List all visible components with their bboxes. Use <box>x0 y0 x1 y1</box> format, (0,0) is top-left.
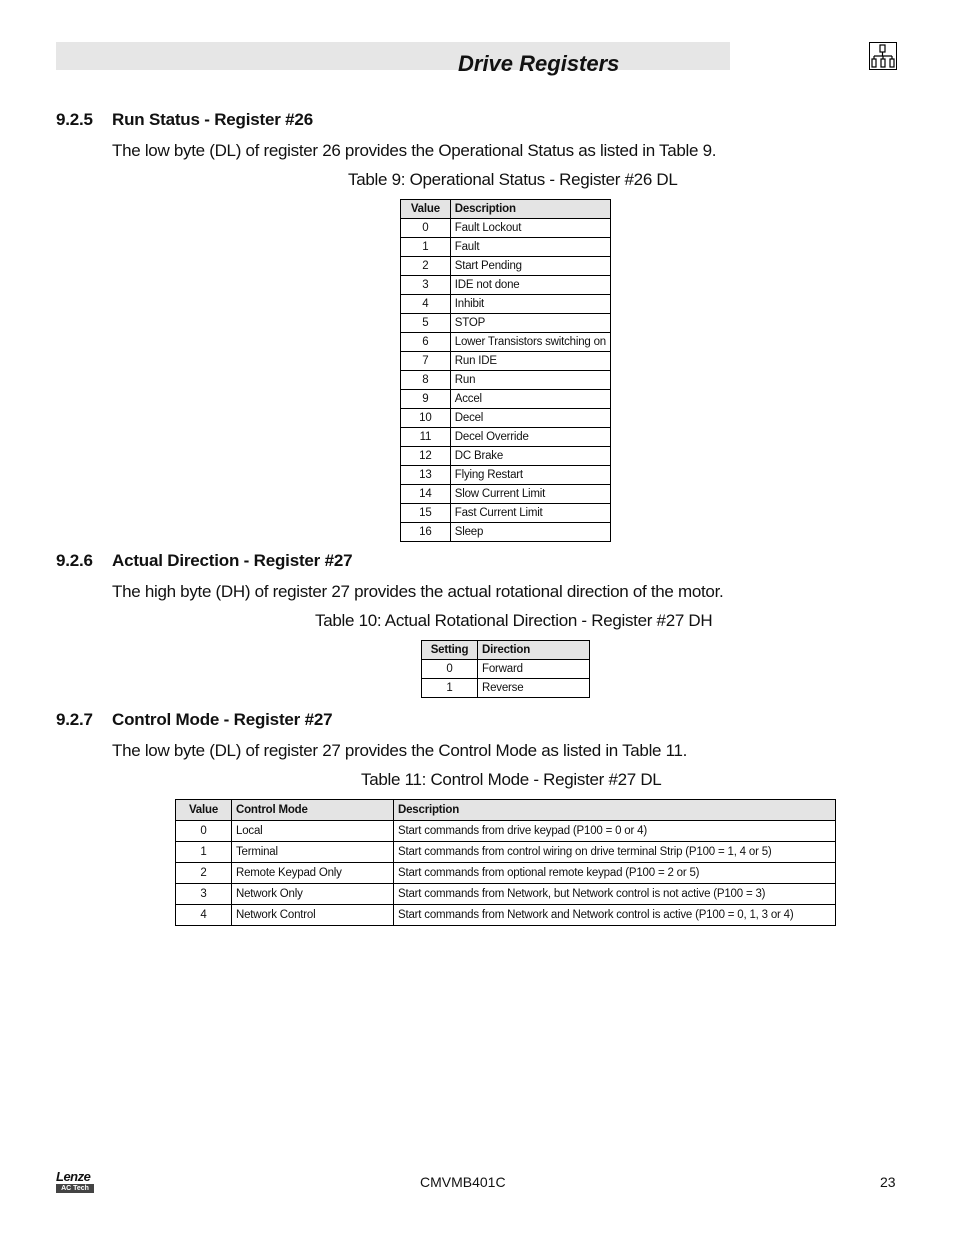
table-row <box>176 863 836 884</box>
column-header: Description <box>450 200 610 219</box>
table-row <box>176 905 836 926</box>
table-row <box>401 219 611 238</box>
page-title: Drive Registers <box>458 51 620 76</box>
section-heading-control-mode <box>56 710 332 730</box>
page-number: 23 <box>880 1174 896 1190</box>
table-row <box>401 523 611 542</box>
table-cell: Fast Current Limit <box>450 504 610 523</box>
table-cell: Accel <box>450 390 610 409</box>
table-cell: 16 <box>401 523 451 542</box>
section-number: 9.2.6 <box>56 551 93 570</box>
table-cell: Flying Restart <box>450 466 610 485</box>
section-paragraph: The low byte (DL) of register 27 provides the Control Mode as listed in Table 11. <box>112 741 688 760</box>
table-cell: Slow Current Limit <box>450 485 610 504</box>
table-row <box>176 842 836 863</box>
table-cell: 13 <box>401 466 451 485</box>
table-cell: 0 <box>422 660 478 679</box>
operational-status-table <box>400 199 611 542</box>
table-header-row <box>176 800 836 821</box>
table-cell: Decel Override <box>450 428 610 447</box>
section-title: Actual Direction - Register #27 <box>112 551 353 570</box>
section-heading-run-status <box>56 110 313 130</box>
table-cell: Start commands from Network and Network control is active (P100 = 0, 1, 3 or 4) <box>394 905 836 926</box>
table-row <box>401 257 611 276</box>
table-caption: Table 11: Control Mode - Register #27 DL <box>361 770 662 789</box>
table-cell: Remote Keypad Only <box>232 863 394 884</box>
table-cell: Decel <box>450 409 610 428</box>
table-row <box>401 238 611 257</box>
table-cell: IDE not done <box>450 276 610 295</box>
table-cell: Forward <box>478 660 590 679</box>
table-cell: 1 <box>401 238 451 257</box>
table-cell: DC Brake <box>450 447 610 466</box>
table-cell: Fault Lockout <box>450 219 610 238</box>
table-cell: 14 <box>401 485 451 504</box>
section-title: Run Status - Register #26 <box>112 110 313 129</box>
table-cell: Start commands from control wiring on drive terminal Strip (P100 = 1, 4 or 5) <box>394 842 836 863</box>
table-cell: 5 <box>401 314 451 333</box>
table-cell: 0 <box>401 219 451 238</box>
table-cell: Lower Transistors switching on <box>450 333 610 352</box>
table-cell: Run IDE <box>450 352 610 371</box>
table-row <box>401 314 611 333</box>
column-header: Value <box>401 200 451 219</box>
table-row <box>401 485 611 504</box>
table-cell: 1 <box>176 842 232 863</box>
table-cell: 4 <box>176 905 232 926</box>
table-row <box>422 660 590 679</box>
table-cell: Run <box>450 371 610 390</box>
table-row <box>401 276 611 295</box>
table-cell: Start commands from Network, but Network control is not active (P100 = 3) <box>394 884 836 905</box>
table-cell: Start commands from drive keypad (P100 = 0 or 4) <box>394 821 836 842</box>
table-cell: 6 <box>401 333 451 352</box>
column-header: Description <box>394 800 836 821</box>
table-cell: Start Pending <box>450 257 610 276</box>
table-row <box>401 428 611 447</box>
table-cell: Inhibit <box>450 295 610 314</box>
section-title: Control Mode - Register #27 <box>112 710 333 729</box>
table-row <box>401 466 611 485</box>
table-cell: 3 <box>401 276 451 295</box>
table-cell: Local <box>232 821 394 842</box>
section-paragraph: The low byte (DL) of register 26 provides the Operational Status as listed in Table 9. <box>112 141 717 160</box>
document-code: CMVMB401C <box>420 1174 506 1190</box>
table-row <box>176 821 836 842</box>
table-row <box>401 371 611 390</box>
column-header: Control Mode <box>232 800 394 821</box>
table-cell: STOP <box>450 314 610 333</box>
table-cell: 9 <box>401 390 451 409</box>
column-header: Direction <box>478 641 590 660</box>
table-caption: Table 10: Actual Rotational Direction - Register #27 DH <box>315 611 713 630</box>
table-cell: Fault <box>450 238 610 257</box>
header-bar <box>56 42 730 70</box>
table-row <box>401 333 611 352</box>
table-header-row <box>401 200 611 219</box>
table-cell: 2 <box>176 863 232 884</box>
table-cell: 0 <box>176 821 232 842</box>
table-cell: 2 <box>401 257 451 276</box>
table-row <box>401 295 611 314</box>
table-cell: 4 <box>401 295 451 314</box>
table-row <box>422 679 590 698</box>
table-row <box>401 409 611 428</box>
table-cell: 8 <box>401 371 451 390</box>
network-icon <box>869 42 897 70</box>
table-cell: 10 <box>401 409 451 428</box>
table-cell: Start commands from optional remote keypad (P100 = 2 or 5) <box>394 863 836 884</box>
table-cell: Sleep <box>450 523 610 542</box>
section-number: 9.2.7 <box>56 710 93 729</box>
column-header: Setting <box>422 641 478 660</box>
lenze-logo <box>56 1170 94 1193</box>
table-cell: Terminal <box>232 842 394 863</box>
table-cell: 11 <box>401 428 451 447</box>
table-row <box>401 352 611 371</box>
column-header: Value <box>176 800 232 821</box>
table-cell: 12 <box>401 447 451 466</box>
logo-word: Lenze <box>56 1169 91 1184</box>
table-row <box>401 504 611 523</box>
table-caption: Table 9: Operational Status - Register #26 DL <box>348 170 678 189</box>
table-header-row <box>422 641 590 660</box>
table-cell: Network Only <box>232 884 394 905</box>
section-number: 9.2.5 <box>56 110 93 129</box>
table-row <box>176 884 836 905</box>
table-cell: 1 <box>422 679 478 698</box>
table-cell: Network Control <box>232 905 394 926</box>
section-heading-actual-direction <box>56 551 352 571</box>
direction-table <box>421 640 590 698</box>
logo-subtitle: AC Tech <box>56 1184 94 1193</box>
table-cell: Reverse <box>478 679 590 698</box>
table-cell: 7 <box>401 352 451 371</box>
table-row <box>401 447 611 466</box>
table-cell: 15 <box>401 504 451 523</box>
table-row <box>401 390 611 409</box>
table-cell: 3 <box>176 884 232 905</box>
section-paragraph: The high byte (DH) of register 27 provides the actual rotational direction of the motor. <box>112 582 724 601</box>
control-mode-table <box>175 799 836 926</box>
